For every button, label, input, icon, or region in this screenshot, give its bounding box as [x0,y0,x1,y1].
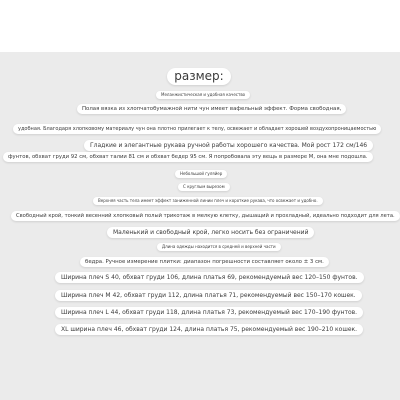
size-row-m: Ширина плеч М 42, обхват груди 112, длина платья 71, рекомендуемый вес 150–170 кошек. [55,290,362,301]
text-line-6: Небольшой гуляйер [175,170,227,178]
text-line-7: С круглым вырезом [178,183,230,191]
size-row-l: Ширина плеч L 44, обхват груди 118, длина платья 73, рекомендуемый вес 170–190 фунтов. [55,307,363,318]
size-heading: размер: [167,68,231,85]
text-line-12: бедра. Ручное измерение плитки: диапазон погрешности составляет около ± 3 см. [80,257,329,267]
text-line-9: Свободный крой, тонкий весенний хлопковый полый трикотаж в мелкую клетку, дышащий и прохладный, идеально подходит для лета. [11,211,400,221]
text-line-5: фунтов, обхват груди 92 см, обхват талии 81 см и обхват бедер 95 см. Я попробовала эту вещь в размере М, она мне подошла. [3,152,373,162]
size-row-xl: XL ширина плеч 46, обхват груди 124, длина платья 75, рекомендуемый вес 190–210 кошек. [55,324,363,335]
text-line-10: Маленький и свободный крой, легко носить без ограничений [107,227,314,238]
size-row-s: Ширина плеч S 40, обхват груди 106, длина платья 69, рекомендуемый вес 120–150 фунтов. [55,272,364,283]
text-line-11: Длина одежды находится в средней и верхней части [157,243,281,251]
text-line-4: Гладкие и элегантные рукава ручной работы хорошего качества. Мой рост 172 см/146 [84,140,373,151]
text-line-1: Меланжистическая и удобная качество [156,91,250,99]
text-line-3: удобная. Благодаря хлопковому материалу чун она плотно прилегает к телу, освежает и обладает хорошей воздухопроницаемостью [13,124,381,134]
text-line-2: Полая вязка из хлопчатобумажной нити чун имеет вафельный эффект. Форма свободная, [77,104,346,114]
text-line-8: Верхняя часть тела имеет эффект заниженной линии плеч и короткие рукава, что освежает и удобно. [93,197,323,205]
